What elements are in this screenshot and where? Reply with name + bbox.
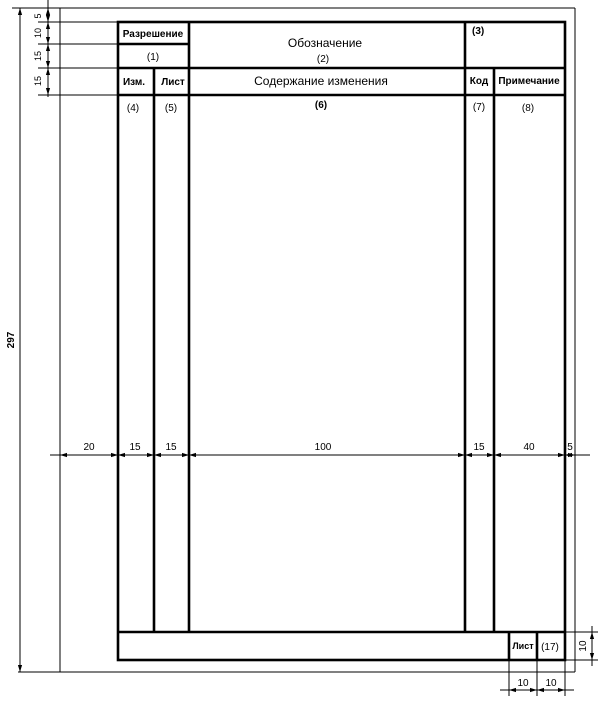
col-list-label: Лист bbox=[161, 77, 185, 88]
dim-izm-label: 15 bbox=[129, 442, 141, 453]
col-primechanie-label: Примечание bbox=[498, 76, 560, 87]
form-border bbox=[118, 22, 565, 660]
col-kod-number: (7) bbox=[472, 102, 486, 113]
dim-page-height-label: 297 bbox=[6, 331, 17, 349]
razreshenie-number: (1) bbox=[146, 52, 160, 63]
dim-row3-label: 15 bbox=[33, 75, 43, 87]
col-kod-label: Код bbox=[469, 76, 489, 87]
col-soderzhanie-number: (6) bbox=[314, 100, 328, 111]
dim-footer-height-label: 10 bbox=[578, 640, 589, 652]
page-frame bbox=[18, 8, 575, 672]
dim-content-label: 100 bbox=[314, 442, 332, 453]
dim-footer-cell1-label: 10 bbox=[517, 678, 529, 689]
dim-row1-label: 10 bbox=[33, 27, 43, 39]
dim-footer-cell2-label: 10 bbox=[545, 678, 557, 689]
form-frame bbox=[118, 22, 565, 660]
col-izm-number: (4) bbox=[126, 103, 140, 114]
dim-top-margin-label: 5 bbox=[33, 13, 43, 19]
dim-note-label: 40 bbox=[523, 442, 535, 453]
dim-right-margin-label: 5 bbox=[567, 442, 573, 453]
footer-list-number: (17) bbox=[541, 642, 559, 653]
col-list-number: (5) bbox=[164, 103, 178, 114]
col-soderzhanie-label: Содержание изменения bbox=[254, 74, 388, 88]
dim-row2-label: 15 bbox=[33, 50, 43, 62]
top-vertical-dimension bbox=[38, 0, 118, 97]
razreshenie-label: Разрешение bbox=[122, 29, 184, 40]
footer-list-label: Лист bbox=[512, 641, 534, 651]
dim-kod-label: 15 bbox=[473, 442, 485, 453]
oboznachenie-label: Обозначение bbox=[287, 36, 363, 50]
footer-cells-dimension bbox=[500, 660, 574, 696]
col-primechanie-number: (8) bbox=[521, 103, 535, 114]
field3-number: (3) bbox=[472, 26, 485, 37]
col-izm-label: Изм. bbox=[122, 77, 146, 88]
dim-list-label: 15 bbox=[165, 442, 177, 453]
oboznachenie-number: (2) bbox=[316, 54, 330, 65]
dim-left-margin-label: 20 bbox=[83, 442, 95, 453]
page-height-dimension bbox=[12, 8, 60, 672]
